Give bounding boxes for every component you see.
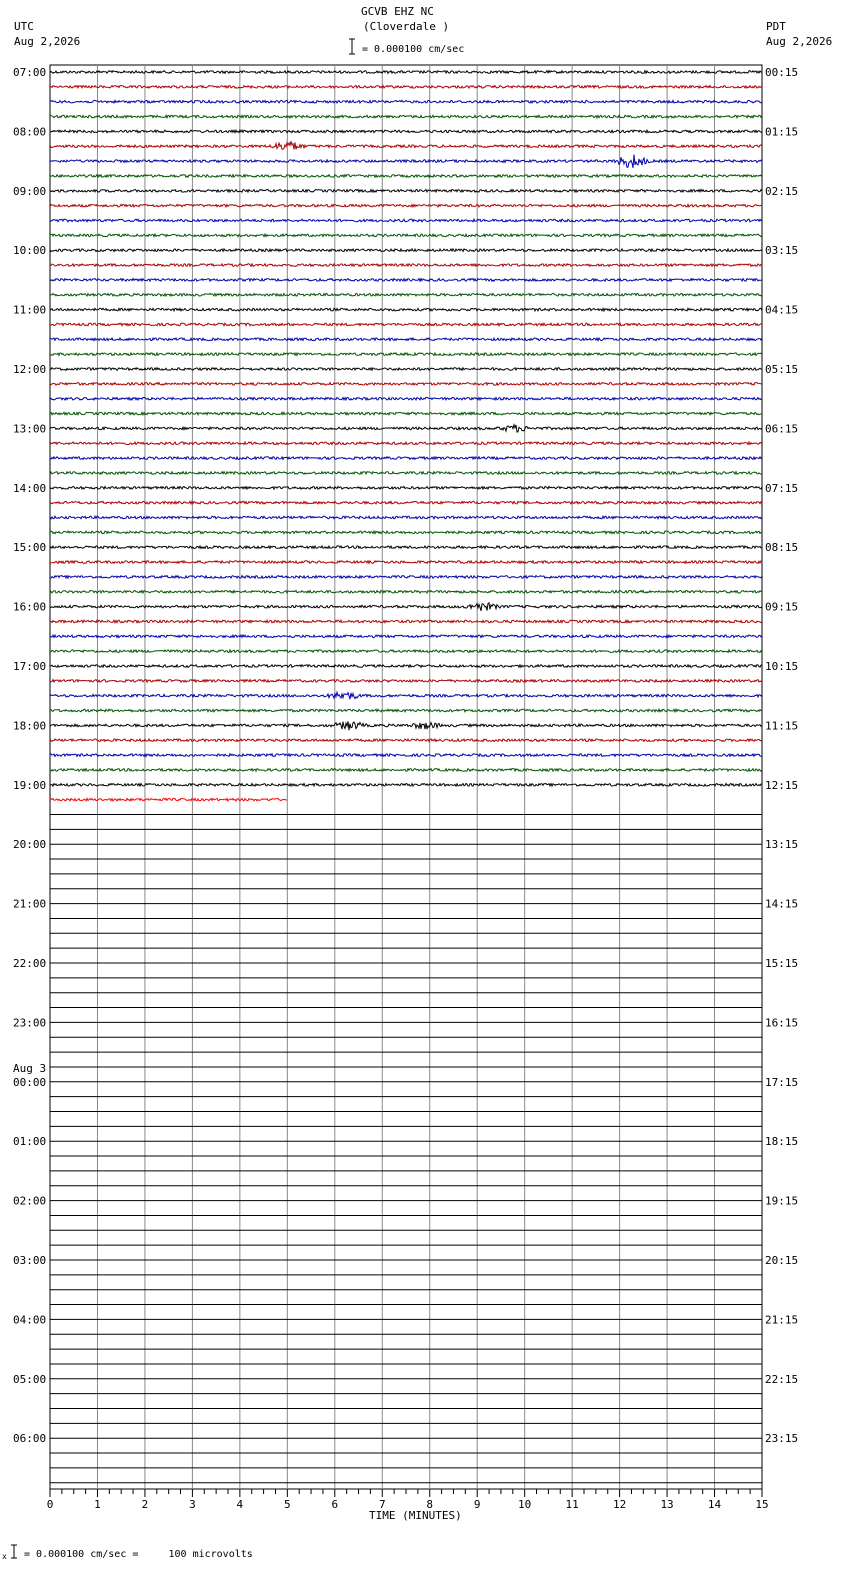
trace-row [50,472,762,475]
trace-row [50,383,762,386]
pdt-hour-label: 18:15 [765,1135,799,1149]
utc-hour-label: 04:00 [13,1313,47,1327]
trace-row [50,234,762,237]
trace-row [50,294,762,297]
trace-row [50,739,762,742]
utc-hour-label: 17:00 [13,660,47,673]
pdt-hour-label: 22:15 [765,1372,799,1386]
trace-row [50,353,762,356]
left-timezone: UTC [14,20,34,33]
trace-row [50,155,762,168]
pdt-hour-label: 16:15 [765,1016,799,1030]
trace-row [50,650,762,653]
trace-row [50,531,762,534]
trace-row [50,798,287,801]
x-tick-label: 4 [236,1498,244,1511]
trace-row [50,141,762,149]
trace-row [50,784,762,787]
utc-hour-label: 08:00 [13,125,47,139]
x-tick-label: 14 [707,1498,722,1511]
trace-row [50,308,762,311]
pdt-hour-label: 09:15 [765,600,799,614]
x-tick-label: 9 [473,1498,481,1511]
trace-row [50,190,762,193]
trace-row [50,368,762,371]
x-tick-label: 0 [46,1498,54,1511]
x-tick-label: 10 [518,1498,532,1511]
trace-row [50,603,762,611]
utc-hour-label: 11:00 [13,303,47,317]
pdt-hour-label: 01:15 [765,125,799,139]
x-tick-label: 7 [378,1498,386,1511]
x-tick-label: 8 [426,1498,434,1511]
trace-row [50,204,762,207]
trace-row [50,338,762,341]
x-tick-label: 6 [331,1498,339,1511]
trace-row [50,397,762,400]
trace-row [50,635,762,638]
right-date: Aug 2,2026 [766,35,833,48]
left-date: Aug 2,2026 [14,35,81,48]
trace-row [50,692,762,699]
utc-hour-label: 22:00 [13,957,47,970]
trace-row [50,115,762,118]
utc-hour-label: 18:00 [13,719,47,733]
utc-hour-label: 06:00 [13,1432,47,1446]
trace-row [50,576,762,579]
scale-text: = 0.000100 cm/sec [362,44,465,55]
pdt-hour-label: 04:15 [765,303,799,317]
scale-bar-icon [348,38,356,56]
utc-hour-label: 20:00 [13,838,47,852]
x-tick-label: 1 [94,1498,101,1511]
pdt-hour-label: 15:15 [765,957,799,970]
x-tick-label: 11 [565,1498,579,1511]
x-tick-label: 15 [755,1498,769,1511]
utc-hour-label: 03:00 [13,1254,47,1267]
pdt-hour-label: 00:15 [765,66,799,79]
utc-hour-label: 13:00 [13,422,47,436]
utc-hour-label: 02:00 [13,1194,47,1208]
trace-row [50,279,762,282]
utc-hour-label: 19:00 [13,778,47,792]
pdt-hour-label: 14:15 [765,897,799,911]
utc-hour-label: 15:00 [13,541,47,555]
trace-row [50,323,762,326]
footer-scale-text: = 0.000100 cm/sec = 100 microvolts [24,1549,253,1560]
trace-row [50,620,762,623]
trace-row [50,709,762,712]
utc-hour-label: 01:00 [13,1135,47,1149]
utc-hour-label: 10:00 [13,244,47,258]
utc-hour-label: 09:00 [13,184,47,198]
trace-row [50,249,762,252]
trace-row [50,487,762,490]
pdt-hour-label: 19:15 [765,1194,799,1208]
utc-hour-label: 16:00 [13,600,47,614]
trace-row [50,561,762,564]
trace-row [50,665,762,668]
pdt-hour-label: 12:15 [765,778,799,792]
date-change-label: Aug 3 [13,1061,47,1075]
trace-row [50,754,762,757]
pdt-hour-label: 07:15 [765,481,799,495]
trace-row [50,130,762,133]
footer-scale-bar-icon [10,1544,18,1560]
plot-grid [50,65,762,1489]
trace-row [50,680,762,683]
trace-row [50,264,762,267]
station-title: GCVB EHZ NC [361,5,434,18]
pdt-hour-label: 06:15 [765,422,799,436]
x-tick-label: 13 [660,1498,674,1511]
pdt-hour-label: 08:15 [765,541,799,555]
trace-row [50,457,762,460]
utc-hour-label: 21:00 [13,897,47,911]
seismic-traces [50,71,762,801]
trace-row [50,175,762,178]
right-timezone: PDT [766,20,786,33]
utc-hour-label: 07:00 [13,66,47,79]
pdt-hour-label: 17:15 [765,1075,799,1089]
utc-hour-label: 23:00 [13,1016,47,1030]
trace-row [50,546,762,549]
trace-row [50,769,762,772]
pdt-hour-label: 05:15 [765,363,799,376]
trace-row [50,412,762,415]
pdt-hour-label: 23:15 [765,1432,799,1446]
pdt-hour-label: 21:15 [765,1313,799,1327]
x-tick-label: 2 [141,1498,149,1511]
pdt-hour-label: 13:15 [765,838,799,852]
trace-row [50,71,762,74]
station-location: (Cloverdale ) [363,20,450,33]
trace-row [50,86,762,89]
trace-row [50,219,762,222]
utc-hour-label: 00:00 [13,1075,47,1089]
x-axis-label: TIME (MINUTES) [369,1509,462,1522]
trace-row [50,516,762,519]
utc-hour-label: 14:00 [13,481,47,495]
pdt-hour-label: 20:15 [765,1254,799,1267]
x-tick-label: 12 [612,1498,627,1511]
footer-marker: x [2,1552,7,1561]
trace-row [50,442,762,445]
pdt-hour-label: 11:15 [765,719,799,733]
trace-row [50,501,762,504]
axis-labels [13,66,798,1511]
trace-row [50,591,762,594]
pdt-hour-label: 03:15 [765,244,799,258]
trace-row [50,100,762,103]
utc-hour-label: 05:00 [13,1372,47,1386]
x-tick-label: 3 [189,1498,196,1511]
pdt-hour-label: 02:15 [765,184,799,198]
plot-frame [50,65,762,1489]
trace-row [50,425,762,432]
utc-hour-label: 12:00 [13,363,47,376]
x-tick-label: 5 [284,1498,291,1511]
trace-row [50,721,762,730]
pdt-hour-label: 10:15 [765,660,799,673]
